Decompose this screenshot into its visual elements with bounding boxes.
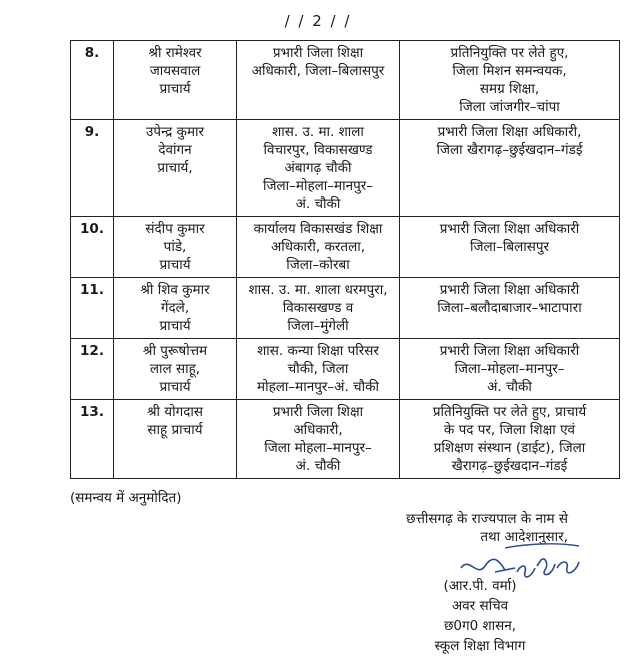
new-posting-line: के पद पर, जिला शिक्षा एवं — [443, 422, 576, 438]
current-posting-line: अधिकारी, जिला–बिलासपुर — [251, 63, 385, 79]
current-posting-line: अधिकारी, करतला, — [270, 239, 366, 255]
current-posting-cell — [237, 120, 400, 217]
new-posting-line: जिला–बिलासपुर — [469, 239, 550, 255]
current-posting-line: शास. कन्या शिक्षा परिसर — [257, 343, 379, 359]
table-row — [71, 278, 620, 339]
officer-name-line: जायसवाल — [149, 63, 201, 79]
new-posting-line: जिला जांजगीर–चांपा — [459, 99, 560, 115]
officer-name-line: देवांगन — [158, 142, 192, 158]
officer-name-line: प्राचार्य — [159, 318, 191, 334]
officer-department: स्कूल शिक्षा विभाग — [434, 638, 526, 654]
officer-designation: अवर सचिव — [451, 598, 509, 614]
current-posting-line: अधिकारी, — [293, 422, 343, 438]
new-posting-line: प्रभारी जिला शिक्षा अधिकारी, — [437, 124, 582, 140]
page-number: / / 2 / / — [284, 12, 352, 30]
transfer-table-body — [71, 41, 620, 479]
current-posting-line: कार्यालय विकासखंड शिक्षा — [253, 221, 383, 237]
new-posting-cell — [400, 339, 620, 400]
current-posting-line: विकासखण्ड व — [282, 300, 354, 316]
officer-name-cell — [114, 278, 237, 339]
officer-government: छ0ग0 शासन, — [443, 618, 517, 634]
governor-line-1: छत्तीसगढ़ के राज्यपाल के नाम से — [406, 511, 568, 527]
current-posting-line: विचारपुर, विकासखण्ड — [263, 142, 373, 158]
current-posting-cell — [237, 278, 400, 339]
serial-number-cell: 10. — [71, 217, 114, 278]
current-posting-line: जिला–मोहला–मानपुर– — [262, 178, 374, 194]
officer-name-line: श्री शिव कुमार — [140, 282, 210, 298]
officer-name-line: पांडे, — [163, 239, 187, 255]
table-row — [71, 217, 620, 278]
officer-name-line: श्री योगदास — [146, 404, 204, 420]
current-posting-line: अंबागढ़ चौकी — [284, 160, 352, 176]
officer-name-line: प्राचार्य — [159, 81, 191, 97]
serial-number-cell: 12. — [71, 339, 114, 400]
current-posting-line: अं. चौकी — [295, 196, 341, 212]
table-row — [71, 400, 620, 479]
officer-name-line: श्री पुरूषोत्तम — [142, 343, 208, 359]
officer-name-line: प्राचार्य — [159, 257, 191, 273]
officer-name-line: संदीप कुमार — [145, 221, 205, 237]
new-posting-line: प्रभारी जिला शिक्षा अधिकारी — [439, 282, 580, 298]
new-posting-line: जिला मिशन समन्वयक, — [452, 63, 567, 79]
governor-line-2: तथा आदेशानुसार, — [480, 529, 568, 545]
officer-name-line: श्री रामेश्वर — [148, 45, 202, 61]
current-posting-line: प्रभारी जिला शिक्षा — [272, 404, 364, 420]
officer-name-line: प्राचार्य — [159, 379, 191, 395]
signing-officer — [395, 576, 565, 656]
new-posting-line: प्रशिक्षण संस्थान (डाईट), जिला — [433, 440, 586, 456]
new-posting-line: समग्र शिक्षा, — [479, 81, 540, 97]
new-posting-line: अं. चौकी — [487, 379, 532, 395]
current-posting-line: चौकी, जिला — [287, 361, 349, 377]
approval-note: (समन्वय में अनुमोदित) — [70, 490, 182, 506]
new-posting-line: जिला खैरागढ़–छुईखदान–गंडई — [436, 142, 583, 158]
serial-number-cell: 9. — [71, 120, 114, 217]
current-posting-line: अं. चौकी — [295, 458, 341, 474]
officer-name-cell — [114, 217, 237, 278]
new-posting-line: प्रभारी जिला शिक्षा अधिकारी — [439, 343, 580, 359]
serial-number-cell: 13. — [71, 400, 114, 479]
table-row — [71, 339, 620, 400]
officer-name-line: प्राचार्य, — [157, 160, 193, 176]
new-posting-cell — [400, 400, 620, 479]
current-posting-line: शास. उ. मा. शाला धरमपुरा, — [248, 282, 388, 298]
table-row — [71, 120, 620, 217]
transfer-table — [70, 40, 620, 479]
officer-name-cell — [114, 400, 237, 479]
new-posting-line: जिला–मोहला–मानपुर– — [454, 361, 565, 377]
officer-name-cell — [114, 339, 237, 400]
current-posting-line: जिला मोहला–मानपुर– — [264, 440, 372, 456]
new-posting-line: प्रतिनियुक्ति पर लेते हुए, — [450, 45, 569, 61]
officer-name-cell — [114, 41, 237, 120]
officer-name-line: लाल साहू, — [149, 361, 201, 377]
current-posting-line: मोहला–मानपुर–अं. चौकी — [257, 379, 379, 395]
new-posting-line: खैरागढ़–छुईखदान–गंडई — [451, 458, 568, 474]
new-posting-line: जिला–बलौदाबाजार–भाटापारा — [437, 300, 582, 316]
current-posting-line: जिला–कोरबा — [286, 257, 350, 273]
serial-number-cell: 8. — [71, 41, 114, 120]
new-posting-cell — [400, 217, 620, 278]
current-posting-line: शास. उ. मा. शाला — [272, 124, 364, 140]
new-posting-cell — [400, 278, 620, 339]
serial-number-cell: 11. — [71, 278, 114, 339]
officer-name-cell — [114, 120, 237, 217]
new-posting-line: प्रभारी जिला शिक्षा अधिकारी — [439, 221, 580, 237]
officer-name-line: साहू प्राचार्य — [147, 422, 203, 438]
current-posting-cell — [237, 41, 400, 120]
new-posting-line: प्रतिनियुक्ति पर लेते हुए, प्राचार्य — [432, 404, 587, 420]
new-posting-cell — [400, 120, 620, 217]
current-posting-cell — [237, 400, 400, 479]
officer-name-line: उपेन्द्र कुमार — [145, 124, 205, 140]
current-posting-cell — [237, 217, 400, 278]
table-row — [71, 41, 620, 120]
current-posting-line: प्रभारी जिला शिक्षा — [272, 45, 364, 61]
officer-name-line: गेंदले, — [160, 300, 190, 316]
current-posting-line: जिला–मुंगेली — [287, 318, 349, 334]
current-posting-cell — [237, 339, 400, 400]
officer-name: (आर.पी. वर्मा) — [443, 578, 517, 594]
new-posting-cell — [400, 41, 620, 120]
